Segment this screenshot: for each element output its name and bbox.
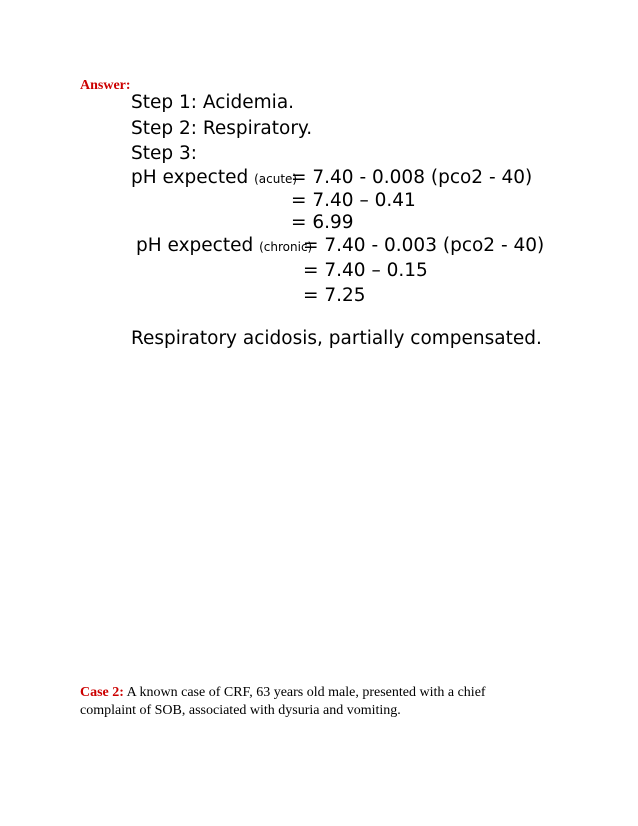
answer-label: Answer: bbox=[80, 78, 131, 93]
conclusion: Respiratory acidosis, partially compensated. bbox=[131, 328, 542, 349]
acute-equation-line-3: = 6.99 bbox=[291, 212, 354, 233]
chronic-equation-line-2: = 7.40 – 0.15 bbox=[303, 260, 428, 281]
acute-qualifier: (acute) bbox=[254, 172, 298, 186]
chronic-equation-line-1: = 7.40 - 0.003 (pco2 - 40) bbox=[303, 235, 545, 256]
ph-expected-acute-label bbox=[131, 167, 297, 190]
chronic-qualifier: (chronic) bbox=[259, 240, 313, 254]
acute-equation-line-2: = 7.40 – 0.41 bbox=[291, 190, 416, 211]
case-2-paragraph bbox=[80, 684, 540, 720]
step-3: Step 3: bbox=[131, 143, 198, 164]
case-2-text: A known case of CRF, 63 years old male, presented with a chief complaint of SOB, associated with dysuria and vomiting. bbox=[80, 685, 486, 718]
chronic-equation-line-3: = 7.25 bbox=[303, 285, 366, 306]
ph-expected-chronic-label bbox=[136, 235, 312, 258]
case-2-label: Case 2: bbox=[80, 685, 124, 700]
ph-expected-chronic-text: pH expected bbox=[136, 235, 254, 256]
step-2: Step 2: Respiratory. bbox=[131, 118, 313, 139]
ph-expected-acute-text: pH expected bbox=[131, 167, 249, 188]
step-1: Step 1: Acidemia. bbox=[131, 92, 295, 113]
acute-equation-line-1: = 7.40 - 0.008 (pco2 - 40) bbox=[291, 167, 533, 188]
